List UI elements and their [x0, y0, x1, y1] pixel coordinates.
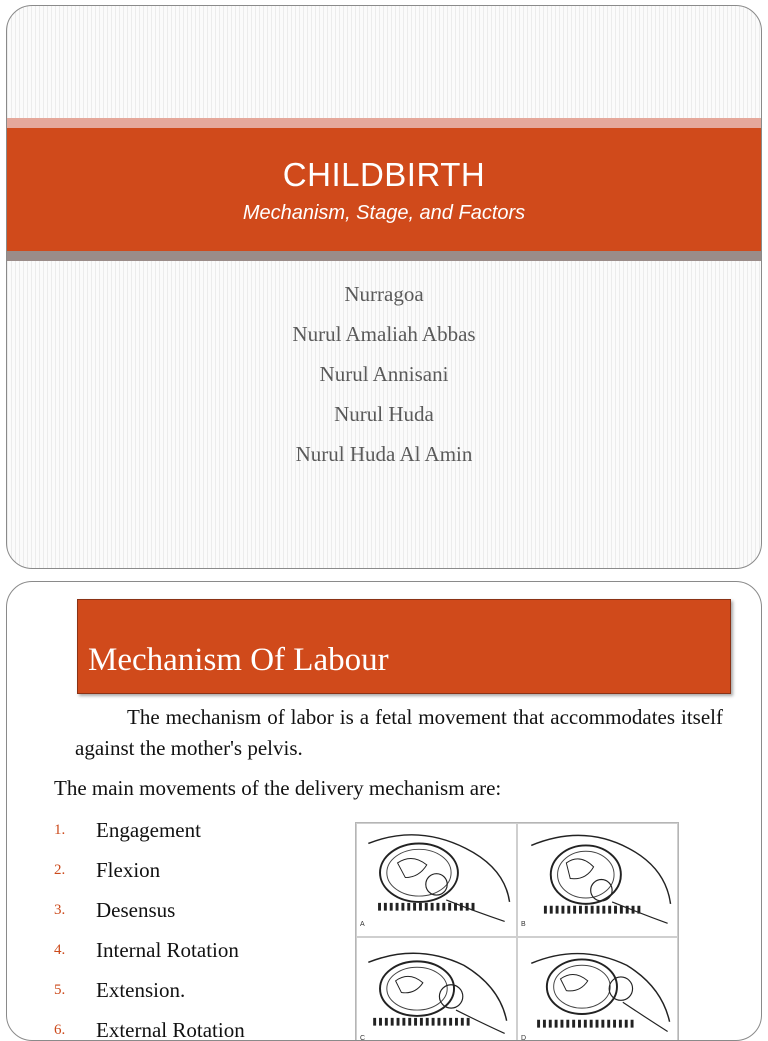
- diagram-panel-b: [517, 823, 678, 937]
- panel-letter: A: [360, 921, 365, 928]
- author-name: Nurragoa: [344, 282, 424, 306]
- author-list: [7, 274, 761, 474]
- list-number: 2.: [54, 862, 66, 878]
- list-number: 4.: [54, 942, 66, 958]
- lead-sentence: The main movements of the delivery mechanism are:: [54, 776, 502, 800]
- panel-letter: D: [521, 1035, 527, 1041]
- author-name: Nurul Huda: [334, 402, 434, 426]
- gray-accent-strip: [7, 251, 761, 261]
- labour-diagram-figure: [355, 822, 679, 1041]
- list-text: Internal Rotation: [96, 938, 239, 962]
- list-text: External Rotation: [96, 1018, 245, 1041]
- fetus-pelvis-illustration: [518, 938, 677, 1041]
- fetus-pelvis-illustration: [518, 824, 677, 936]
- panel-letter: B: [521, 921, 526, 928]
- diagram-panel-d: [517, 937, 678, 1041]
- fetus-pelvis-illustration: [357, 938, 516, 1041]
- pink-accent-strip: [7, 118, 761, 128]
- list-number: 1.: [54, 822, 66, 838]
- author-name: Nurul Annisani: [319, 362, 449, 386]
- list-text: Engagement: [96, 818, 201, 842]
- section-title: Mechanism Of Labour: [88, 642, 389, 678]
- fetus-pelvis-illustration: [357, 824, 516, 936]
- author-name: Nurul Amaliah Abbas: [292, 322, 476, 346]
- list-text: Desensus: [96, 898, 176, 922]
- diagram-panel-c: [356, 937, 517, 1041]
- presentation-subtitle: Mechanism, Stage, and Factors: [242, 202, 526, 224]
- title-slide: [6, 5, 762, 569]
- author-name: Nurul Huda Al Amin: [295, 442, 473, 466]
- diagram-panel-a: [356, 823, 517, 937]
- panel-letter: C: [360, 1035, 366, 1041]
- list-text: Flexion: [96, 858, 161, 882]
- intro-paragraph: The mechanism of labor is a fetal movement that accommodates itself against the mother's pelvis.: [75, 705, 723, 760]
- section-header: [77, 599, 731, 694]
- content-slide: [6, 581, 762, 1041]
- title-band: [7, 128, 761, 251]
- list-text: Extension.: [96, 978, 186, 1002]
- list-number: 6.: [54, 1022, 66, 1038]
- list-number: 3.: [54, 902, 66, 918]
- list-number: 5.: [54, 982, 66, 998]
- presentation-title: CHILDBIRTH: [282, 156, 486, 193]
